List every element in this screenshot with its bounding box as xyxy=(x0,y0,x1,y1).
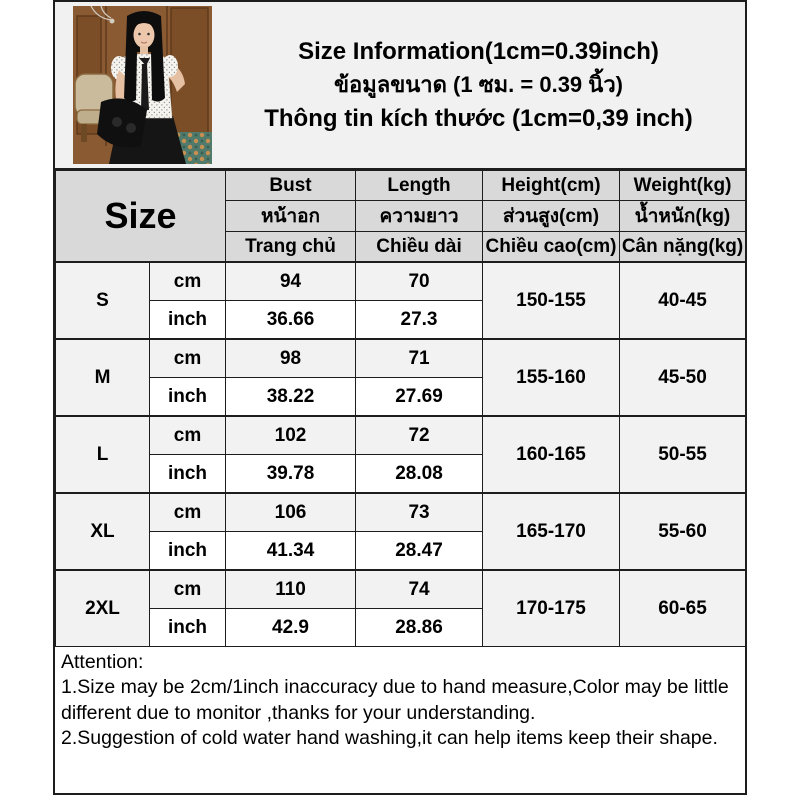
title-thai: ข้อมูลขนาด (1 ซม. = 0.39 นิ้ว) xyxy=(333,72,623,98)
length-value-cm: 74 xyxy=(356,570,483,609)
title-block xyxy=(212,38,745,132)
unit-cell-cm: cm xyxy=(150,570,226,609)
col-header-length-en: Length xyxy=(356,171,483,201)
bust-value-cm: 102 xyxy=(226,416,356,455)
unit-cell-cm: cm xyxy=(150,339,226,378)
length-value-cm: 71 xyxy=(356,339,483,378)
unit-cell-inch: inch xyxy=(150,455,226,494)
col-header-length-vi: Chiều dài xyxy=(356,232,483,263)
col-header-bust-en: Bust xyxy=(226,171,356,201)
attention-line-1: 1.Size may be 2cm/1inch inaccuracy due to hand measure,Color may be little different due to monitor ,thanks for your understanding. xyxy=(61,676,729,724)
bust-value-cm: 98 xyxy=(226,339,356,378)
size-header-cell: Size xyxy=(56,171,226,263)
title-english: Size Information(1cm=0.39inch) xyxy=(298,37,659,65)
attention-line-2: 2.Suggestion of cold water hand washing,it can help items keep their shape. xyxy=(61,727,718,750)
length-value-cm: 70 xyxy=(356,262,483,301)
height-range: 170-175 xyxy=(483,570,620,647)
height-range: 150-155 xyxy=(483,262,620,339)
height-range: 155-160 xyxy=(483,339,620,416)
size-cell: L xyxy=(56,416,150,493)
col-header-weight-en: Weight(kg) xyxy=(620,171,746,201)
length-value-inch: 27.3 xyxy=(356,301,483,340)
height-range: 160-165 xyxy=(483,416,620,493)
unit-cell-cm: cm xyxy=(150,493,226,532)
unit-cell-cm: cm xyxy=(150,262,226,301)
header-band xyxy=(55,2,745,170)
attention-title: Attention: xyxy=(61,651,144,673)
weight-range: 45-50 xyxy=(620,339,746,416)
bust-value-cm: 94 xyxy=(226,262,356,301)
weight-range: 55-60 xyxy=(620,493,746,570)
table-row xyxy=(56,262,746,301)
bust-value-inch: 38.22 xyxy=(226,378,356,417)
col-header-weight-vi: Cân nặng(kg) xyxy=(620,232,746,263)
size-chart-sheet xyxy=(53,0,747,795)
unit-cell-inch: inch xyxy=(150,609,226,647)
length-value-inch: 28.08 xyxy=(356,455,483,494)
bust-value-cm: 106 xyxy=(226,493,356,532)
col-header-height-en: Height(cm) xyxy=(483,171,620,201)
size-cell: M xyxy=(56,339,150,416)
table-row xyxy=(56,493,746,532)
weight-range: 40-45 xyxy=(620,262,746,339)
length-value-inch: 28.86 xyxy=(356,609,483,647)
length-value-inch: 28.47 xyxy=(356,532,483,571)
unit-cell-inch: inch xyxy=(150,301,226,340)
attention-note xyxy=(55,647,745,751)
bust-value-inch: 42.9 xyxy=(226,609,356,647)
bust-value-inch: 39.78 xyxy=(226,455,356,494)
table-row xyxy=(56,570,746,609)
bust-value-inch: 36.66 xyxy=(226,301,356,340)
height-range: 165-170 xyxy=(483,493,620,570)
weight-range: 50-55 xyxy=(620,416,746,493)
length-value-cm: 73 xyxy=(356,493,483,532)
unit-cell-inch: inch xyxy=(150,378,226,417)
black-bag xyxy=(97,98,147,147)
model-illustration xyxy=(73,6,212,164)
size-table xyxy=(55,170,746,647)
col-header-height-vi: Chiều cao(cm) xyxy=(483,232,620,263)
product-photo xyxy=(73,6,212,164)
table-row xyxy=(56,416,746,455)
col-header-height-th: ส่วนสูง(cm) xyxy=(483,201,620,232)
unit-cell-cm: cm xyxy=(150,416,226,455)
col-header-bust-vi: Trang chủ xyxy=(226,232,356,263)
face xyxy=(134,22,155,48)
title-vietnamese: Thông tin kích thước (1cm=0,39 inch) xyxy=(264,104,693,132)
col-header-bust-th: หน้าอก xyxy=(226,201,356,232)
size-cell: S xyxy=(56,262,150,339)
unit-cell-inch: inch xyxy=(150,532,226,571)
length-value-cm: 72 xyxy=(356,416,483,455)
length-value-inch: 27.69 xyxy=(356,378,483,417)
col-header-weight-th: น้ำหนัก(kg) xyxy=(620,201,746,232)
table-row xyxy=(56,339,746,378)
size-table-header xyxy=(56,171,746,263)
col-header-length-th: ความยาว xyxy=(356,201,483,232)
bust-value-inch: 41.34 xyxy=(226,532,356,571)
bust-value-cm: 110 xyxy=(226,570,356,609)
size-cell: 2XL xyxy=(56,570,150,647)
weight-range: 60-65 xyxy=(620,570,746,647)
size-cell: XL xyxy=(56,493,150,570)
